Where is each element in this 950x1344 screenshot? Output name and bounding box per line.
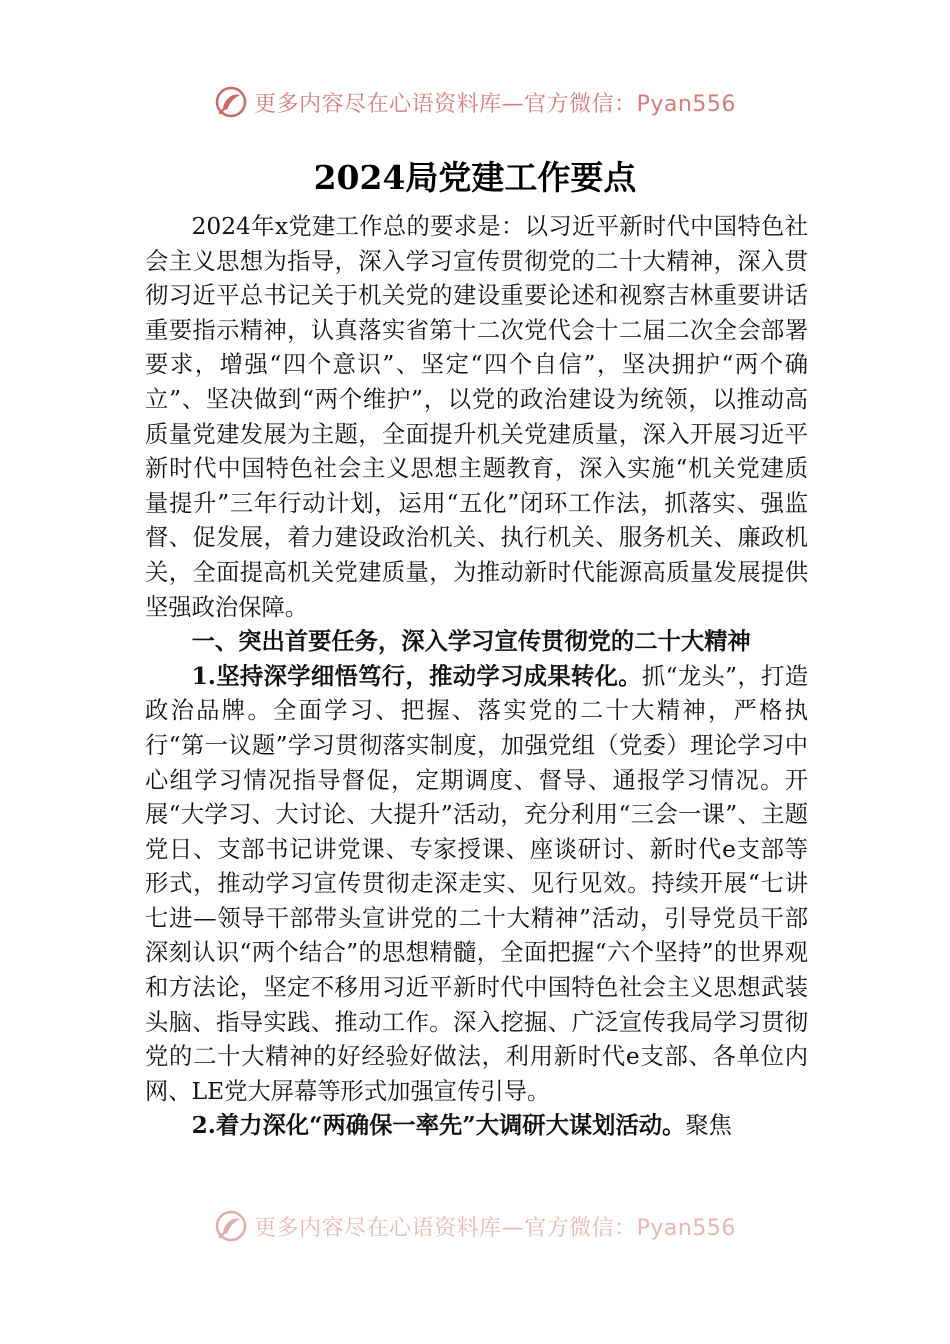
item-2-paragraph [145,1109,808,1144]
watermark-text: 更多内容尽在心语资料库—官方微信：Pyan556 [254,91,736,117]
watermark-text: 更多内容尽在心语资料库—官方微信：Pyan556 [254,1215,736,1241]
item-1-paragraph [145,660,808,1110]
logo-icon [214,85,248,119]
intro-paragraph: 2024年x党建工作总的要求是：以习近平新时代中国特色社会主义思想为指导，深入学习宣传贯彻党的二十大精神，深入贯彻习近平总书记关于机关党的建设重要论述和视察吉林重要讲话重要指示精神，认真落实省第十二次党代会十二届二次全会部署要求，增强“四个意识”、坚定“四个自信”，坚决拥护“两个确立”、坚决做到“两个维护”，以党的政治建设为统领，以推动高质量党建发展为主题，全面提升机关党建质量，深入开展习近平新时代中国特色社会主义思想主题教育，深入实施“机关党建质量提升”三年行动计划，运用“五化”闭环工作法，抓落实、强监督、促发展，着力建设政治机关、执行机关、服务机关、廉政机关，全面提高机关党建质量，为推动新时代能源高质量发展提供坚强政治保障。 [145,213,808,621]
item-2-body: 聚焦 [685,1112,732,1140]
section-heading: 一、突出首要任务，深入学习宣传贯彻党的二十大精神 [191,628,751,656]
watermark-footer [0,1206,950,1246]
document-body [145,210,808,1144]
item-1-lead: 1.坚持深学细悟笃行，推动学习成果转化。 [191,662,642,690]
item-2-lead: 2.着力深化“两确保一率先”大调研大谋划活动。 [191,1112,686,1140]
item-1-body: 抓“龙头”，打造政治品牌。全面学习、把握、落实党的二十大精神，严格执行“第一议题”学习贯彻落实制度，加强党组（党委）理论学习中心组学习情况指导督促，定期调度、督导、通报学习情况。开展“大学习、大讨论、大提升”活动，充分利用“三会一课”、主题党日、支部书记讲党课、专家授课、座谈研讨、新时代e支部等形式，推动学习宣传贯彻走深走实、见行见效。持续开展“七讲七进—领导干部带头宣讲党的二十大精神”活动，引导党员干部深刻认识“两个结合”的思想精髓，全面把握“六个坚持”的世界观和方法论，坚定不移用习近平新时代中国特色社会主义思想武装头脑、指导实践、推动工作。深入挖掘、广泛宣传我局学习贯彻党的二十大精神的好经验好做法，利用新时代e支部、各单位内网、LE党大屏幕等形式加强宣传引导。 [145,662,808,1105]
watermark-header [0,82,950,122]
logo-icon [214,1209,248,1243]
document-title: 2024局党建工作要点 [313,158,637,197]
